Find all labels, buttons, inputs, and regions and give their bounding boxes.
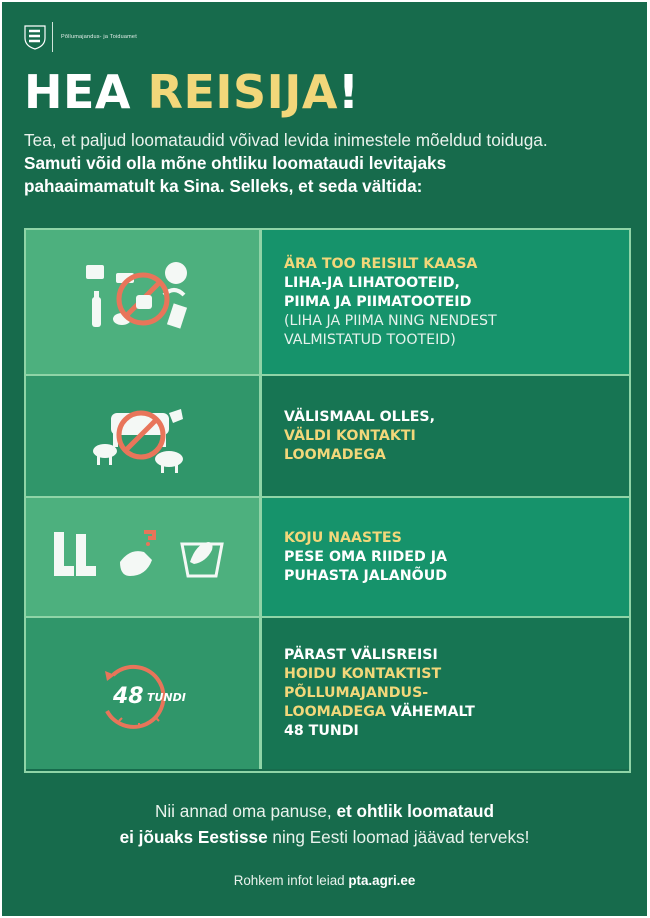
advice-4-line-4b: VÄHEMALT [385,704,475,720]
advice-1-text [259,230,629,374]
advice-3-line-2: PESE OMA RIIDED JA [284,548,447,565]
advice-1-line-3: PIIMA JA PIIMATOOTEID [284,293,472,310]
advice-4-line-1: PÄRAST VÄLISREISI [284,647,438,663]
advice-4-line-5: 48 TUNDI [284,723,359,739]
title-part-3: ! [337,65,360,119]
more-info-link[interactable]: pta.agri.ee [348,873,416,888]
advice-4-line-4 [284,703,629,722]
advice-3-line-1: KOJU NAASTES [284,529,402,546]
outro-a: Nii annad oma panuse, [154,801,337,821]
boots-hands-laundry-icon [48,522,238,592]
more-info [2,873,647,888]
icon-number: 48 [112,683,144,709]
no-meat-dairy-icon [26,230,259,374]
intro-line-3: pahaaimamatult ka Sina. Selleks, et seda vältida: [24,176,423,196]
outro-d: ning Eesti loomad jäävad terveks! [267,827,530,847]
no-animal-contact-icon [26,374,259,496]
advice-2-line-3: LOOMADEGA [284,446,386,463]
icon-label: TUNDI [146,690,186,704]
advice-2-text [259,374,629,496]
wash-clean-icon [26,496,259,616]
advice-1-line-1: ÄRA TOO REISILT KAASA [284,255,478,272]
food-items-icon [78,257,208,347]
title-part-1: HEA [24,65,148,119]
advice-1-line-4: (LIHA JA PIIMA NING NENDEST [284,312,497,329]
coat-of-arms-icon [24,24,46,50]
animals-icon [83,391,203,481]
clock-48-icon [83,649,203,739]
intro-line-2: Samuti võid olla mõne ohtliku loomataudi levitajaks [24,153,447,173]
advice-1-line-2: LIHA-JA LIHATOOTEID, [284,274,460,291]
logo-divider [52,22,53,52]
poster [2,2,647,916]
advice-4-line-4a: LOOMADEGA [284,704,386,720]
advice-2-line-2: VÄLDI KONTAKTI [284,427,416,444]
advice-2-line-1: VÄLISMAAL OLLES, [284,408,436,425]
advice-3-line-3: PUHASTA JALANÕUD [284,567,447,584]
outro-text [2,798,647,850]
advice-grid [24,228,631,773]
intro-text [24,129,634,198]
agency-logo [24,22,137,52]
advice-4-text [259,616,629,769]
48-hours-icon [26,616,259,769]
more-info-text: Rohkem infot leiad [233,873,349,888]
advice-4-line-3: PÕLLUMAJANDUS- [284,685,429,701]
outro-c: ei jõuaks Eestisse [119,827,268,847]
advice-3-text [259,496,629,616]
advice-4-line-2: HOIDU KONTAKTIST [284,666,442,682]
agency-name: Põllumajandus- ja Toiduamet [61,34,137,40]
outro-b: et ohtlik loomataud [336,801,495,821]
title-part-2: REISIJA [147,65,338,119]
intro-line-1: Tea, et paljud loomataudid võivad levida inimestele mõeldud toiduga. [24,130,548,150]
advice-1-line-5: VALMISTATUD TOOTEID) [284,331,456,348]
page-title [24,62,359,122]
